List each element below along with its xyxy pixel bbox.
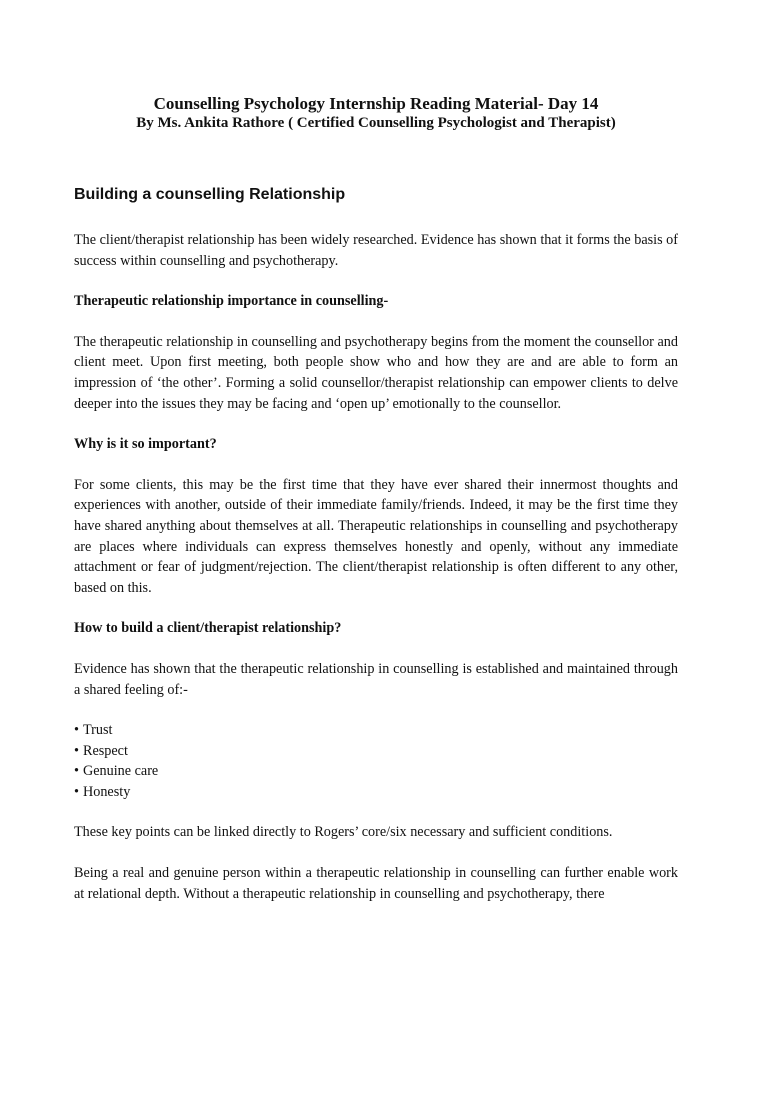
how-paragraph: Evidence has shown that the therapeutic relationship in counselling is established and maintained through a shared feeling of:- <box>74 660 678 698</box>
intro-paragraph: The client/therapist relationship has been widely researched. Evidence has shown that it forms the basis of success within counselling and psychotherapy. <box>74 232 678 269</box>
list-item <box>74 741 678 762</box>
bullet-icon: • <box>74 742 79 759</box>
bullet-icon: • <box>74 783 79 800</box>
document-title: Counselling Psychology Internship Reading Material- Day 14 <box>153 94 599 113</box>
subheading-why: Why is it so important? <box>74 436 217 453</box>
subheading-how: How to build a client/therapist relationship? <box>74 620 342 637</box>
why-paragraph: For some clients, this may be the first time that they have ever shared their innermost thoughts and experiences with another, outside of their immediate family/friends. Indeed, it may be the first time they have shared anything about themselves at all. Therapeutic relationships in counselling and psychotherapy are places where individuals can express themselves honestly and openly, without any immediate attachment or fear of judgment/rejection. The client/therapist relationship is often different to any other, based on this. <box>74 476 678 596</box>
section-heading: Building a counselling Relationship <box>74 186 346 203</box>
list-item-text: Trust <box>83 722 113 739</box>
subheading-importance: Therapeutic relationship importance in counselling- <box>74 293 389 310</box>
rogers-paragraph: These key points can be linked directly to Rogers’ core/six necessary and sufficient conditions. <box>74 824 613 841</box>
list-item-text: Honesty <box>83 783 131 800</box>
relational-depth-paragraph: Being a real and genuine person within a therapeutic relationship in counselling can further enable work at relational depth. Without a therapeutic relationship in counselling and psychotherapy, there <box>74 865 678 902</box>
document-author-line: By Ms. Ankita Rathore ( Certified Counselling Psychologist and Therapist) <box>136 115 616 131</box>
list-item <box>74 761 678 782</box>
list-item <box>74 782 678 803</box>
list-item-text: Respect <box>83 742 128 759</box>
list-item <box>74 720 678 741</box>
list-item-text: Genuine care <box>83 763 159 780</box>
qualities-list <box>74 720 678 802</box>
bullet-icon: • <box>74 763 79 780</box>
document-page <box>0 94 768 1118</box>
importance-paragraph: The therapeutic relationship in counselling and psychotherapy begins from the moment the counsellor and client meet. Upon first meeting, both people show who and how they are and are able to form an impression of ‘the other’. Forming a solid counsellor/therapist relationship can empower clients to delve deeper into the issues they may be facing and ‘open up’ emotionally to the counsellor. <box>74 333 678 412</box>
bullet-icon: • <box>74 722 79 739</box>
